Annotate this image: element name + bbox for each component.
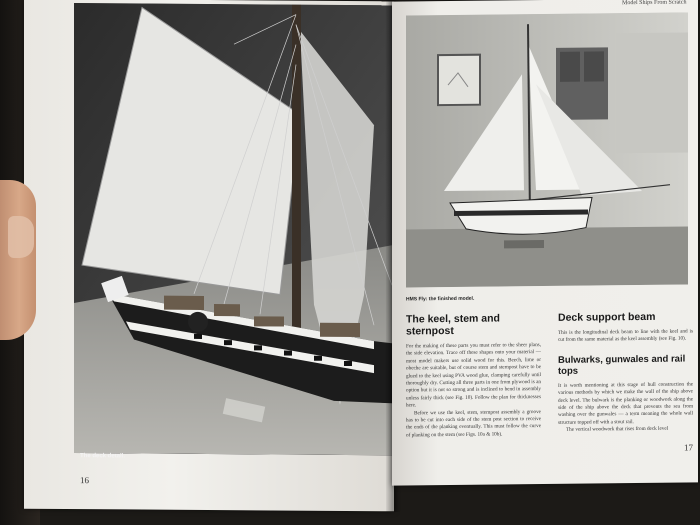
paragraph: It is worth mentioning at this stage of hull construction the various methods by which we make the wall of the ship above deck level. The bulwark is the planking or woodwork along the side of the ship above the deck that prevents the sea from washing over the gunwales — a term meaning the whole wall structure topped off with a stout rail. — [558, 381, 693, 426]
photo-caption: HMS Fly: the finished model. — [406, 295, 475, 303]
left-page — [24, 0, 394, 511]
paragraph: The vertical woodwork that rises from deck level — [566, 425, 669, 434]
paragraph: This is the longitudinal deck beam to line with the keel and is cut from the same material as the keel assembly (see Fig. 10). — [558, 328, 693, 344]
paragraph: For the making of these parts you must refer to the sheer plans, the side elevation. Trace off these shapes onto your material — most model makers use solid wood for this. Beech, lime or obeche are suitable, but of course stem and sternpost have to be glued to the keel using PVA wood glue, clamping carefully until thoroughly dry. Cutting all three parts in one from plywood is an option but it is not so strong and is inclined to bend in assembly unless fairly thick (see Fig. 10). Follow the plan for thicknesses here. — [406, 342, 541, 409]
section-heading: Bulwarks, gunwales and rail tops — [558, 353, 686, 377]
thumb — [0, 180, 36, 340]
right-page — [392, 0, 698, 486]
section-heading: Deck support beam — [558, 310, 656, 324]
page-number: 17 — [684, 442, 693, 453]
deck-detail-photo — [74, 3, 392, 455]
section-heading: The keel, stem and sternpost — [406, 312, 500, 338]
page-number: 16 — [80, 475, 89, 486]
photo-caption: The deck detail. — [80, 453, 126, 460]
thumbnail-highlight — [8, 216, 34, 258]
finished-model-photo — [406, 13, 688, 288]
paragraph: Before we use the keel, stem, sternpost assembly a groove has to be cut into each side of the stem post section to receive the ends of the planking eventually. This must follow the curve of planking on the stem (see Figs. 10a & 10b). — [406, 408, 541, 439]
running-head: Model Ships From Scratch — [622, 0, 687, 7]
text-column-left — [406, 312, 541, 440]
text-column-right — [558, 310, 693, 434]
